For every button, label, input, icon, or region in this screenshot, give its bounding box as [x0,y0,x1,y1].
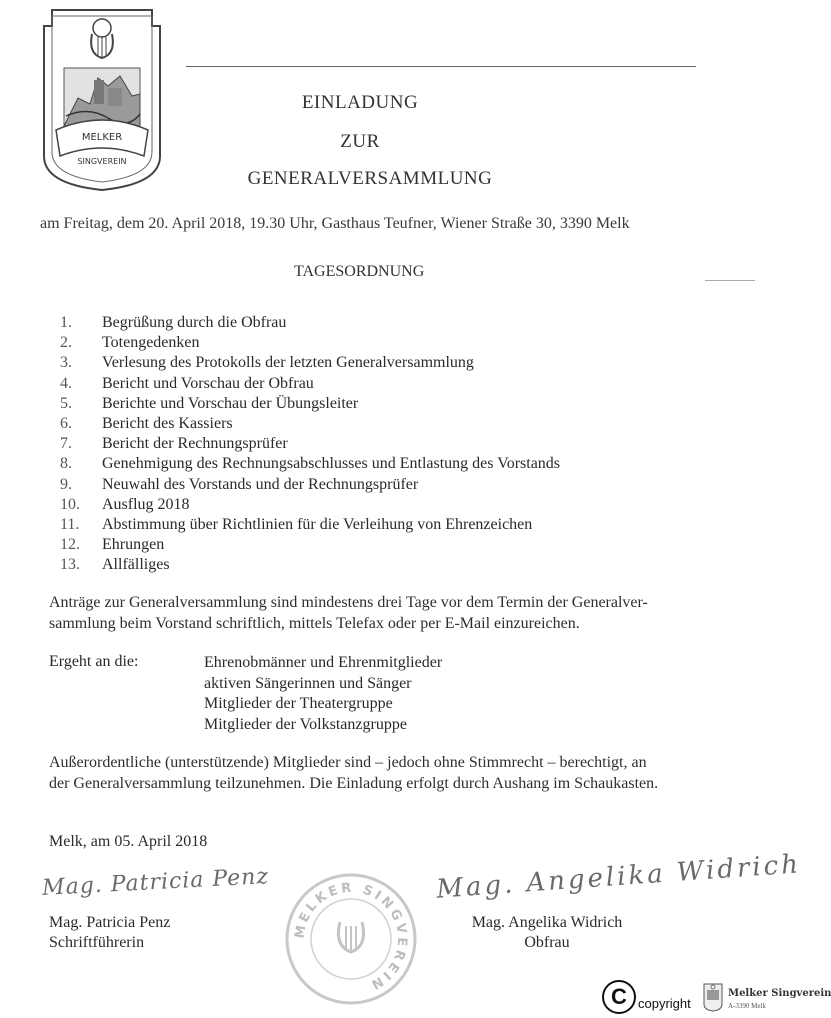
motions-paragraph: Anträge zur Generalversammlung sind mindestens drei Tage vor dem Termin der Generalver- sammlung beim Vorstand schriftlich, mittels Telefax oder per E-Mail einzureichen. [49,594,648,632]
signatory-right [463,913,631,953]
agenda-heading: TAGESORDNUNG [294,263,425,280]
svg-text:MELKER SINGVEREIN: MELKER SINGVEREIN [292,880,410,993]
copyright-icon: C [602,980,636,1014]
title-einladung: EINLADUNG [301,92,419,113]
agenda-item: 5. Berichte und Vorschau der Übungsleiter [60,394,359,412]
signatory-left [49,913,170,953]
meeting-info: am Freitag, dem 20. April 2018, 19.30 Uhr, Gasthaus Teufner, Wiener Straße 30, 3390 Melk [40,215,630,232]
signatory-left-name: Mag. Patricia Penz [49,914,171,931]
agenda-item: 6. Bericht des Kassiers [60,414,233,432]
svg-text:SINGVEREIN: SINGVEREIN [77,157,127,166]
list-item: Mitglieder der Volkstanzgruppe [204,715,407,733]
list-item: Ehrenobmänner und Ehrenmitglieder [204,654,443,671]
agenda-item: 2. Totengedenken [60,334,200,352]
club-stamp [282,870,420,1008]
header-rule [186,66,696,67]
agenda-item: 10. Ausflug 2018 [60,495,190,513]
signatory-right-name: Mag. Angelika Widrich [471,914,623,931]
list-item: Mitglieder der Theatergruppe [204,695,393,712]
copyright-notice [602,980,691,1014]
agenda-item: 13. Allfälliges [60,556,170,574]
signatory-right-role: Obfrau [524,934,570,951]
recipients-list [204,653,442,735]
copyright-label: copyright [638,995,691,1011]
decorative-rule [705,280,755,281]
title-generalversammlung: GENERALVERSAMMLUNG [247,168,493,189]
svg-text:MELKER: MELKER [81,132,123,143]
signature-left: Mag. Patricia Penz [41,864,270,901]
title-zur: ZUR [340,131,380,152]
agenda-item: 11. Abstimmung über Richtlinien für die Verleihung von Ehrenzeichen [60,515,533,533]
place-date: Melk, am 05. April 2018 [49,833,208,850]
agenda-item: 4. Bericht und Vorschau der Obfrau [60,374,314,392]
agenda-item: 1. Begrüßung durch die Obfrau [60,314,287,331]
agenda-list [60,313,560,575]
footer-address: A-3390 Melk [728,1002,766,1010]
footer-club-name: Melker Singverein [728,988,831,999]
agenda-item: 7. Bericht der Rechnungsprüfer [60,435,288,453]
recipients-label: Ergeht an die: [49,653,139,670]
agenda-item: 9. Neuwahl des Vorstands und der Rechnungsprüfer [60,475,419,493]
footer-logo-icon [702,982,724,1012]
agenda-item: 3. Verlesung des Protokolls der letzten Generalversammlung [60,354,474,372]
club-logo [38,6,166,192]
signature-right: Mag. Angelika Widrich [435,849,802,905]
signatory-left-role: Schriftführerin [49,934,145,951]
extraordinary-paragraph: Außerordentliche (unterstützende) Mitglieder sind – jedoch ohne Stimmrecht – berechtigt, an der Generalversammlung teilzunehmen. Die Einladung erfolgt durch Aushang im Schaukasten. [49,754,659,792]
agenda-item: 8. Genehmigung des Rechnungsabschlusses und Entlastung des Vorstands [60,455,561,473]
agenda-item: 12. Ehrungen [60,536,165,554]
list-item: aktiven Sängerinnen und Sänger [204,674,412,692]
